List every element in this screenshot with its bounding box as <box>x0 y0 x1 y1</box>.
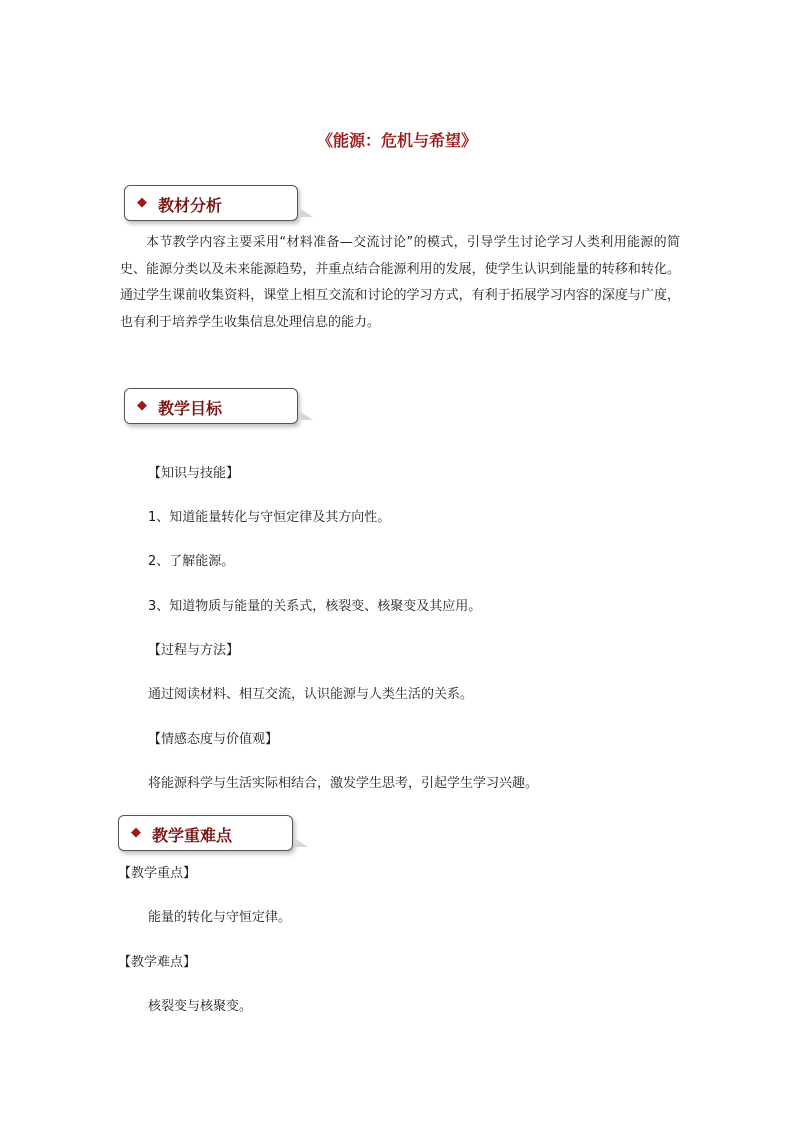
section-header-goals <box>124 388 298 424</box>
diamond-bullet-icon: ◆ <box>137 195 147 210</box>
section-label-analysis: 教材分析 <box>158 196 223 215</box>
emotion-text: 将能源科学与生活实际相结合，激发学生思考，引起学生学习兴趣。 <box>148 776 539 791</box>
difficulty-text: 核裂变与核聚变。 <box>148 999 253 1014</box>
knowledge-item-3: 3、知道物质与能量的关系式，核裂变、核聚变及其应用。 <box>148 599 482 614</box>
section-header-analysis <box>124 185 298 221</box>
section-label-keypoints: 教学重难点 <box>152 826 233 845</box>
section-header-keypoints <box>118 815 293 851</box>
focus-heading: 【教学重点】 <box>118 866 197 881</box>
difficulty-heading: 【教学难点】 <box>118 955 197 970</box>
process-text: 通过阅读材料、相互交流，认识能源与人类生活的关系。 <box>148 687 474 702</box>
knowledge-heading: 【知识与技能】 <box>148 466 240 481</box>
emotion-heading: 【情感态度与价值观】 <box>148 732 279 747</box>
section-label-goals: 教学目标 <box>158 399 223 418</box>
callout-tail <box>294 838 308 847</box>
document-title: 《能源：危机与希望》 <box>316 131 477 150</box>
diamond-bullet-icon: ◆ <box>137 398 147 413</box>
knowledge-item-2: 2、了解能源。 <box>148 554 235 569</box>
callout-tail <box>299 208 313 217</box>
diamond-bullet-icon: ◆ <box>131 825 141 840</box>
process-heading: 【过程与方法】 <box>148 643 240 658</box>
knowledge-item-1: 1、知道能量转化与守恒定律及其方向性。 <box>148 510 391 525</box>
analysis-paragraph: 本节教学内容主要采用“材料准备—交流讨论”的模式，引导学生讨论学习人类利用能源的简史、能源分类以及未来能源趋势，并重点结合能源利用的发展，使学生认识到能量的转移和转化。通过学生课前收集资料，课堂上相互交流和讨论的学习方式，有利于拓展学习内容的深度与广度，也有利于培养学生收集信息处理信息的能力。 <box>120 235 680 330</box>
callout-tail <box>299 411 313 420</box>
focus-text: 能量的转化与守恒定律。 <box>148 910 292 925</box>
